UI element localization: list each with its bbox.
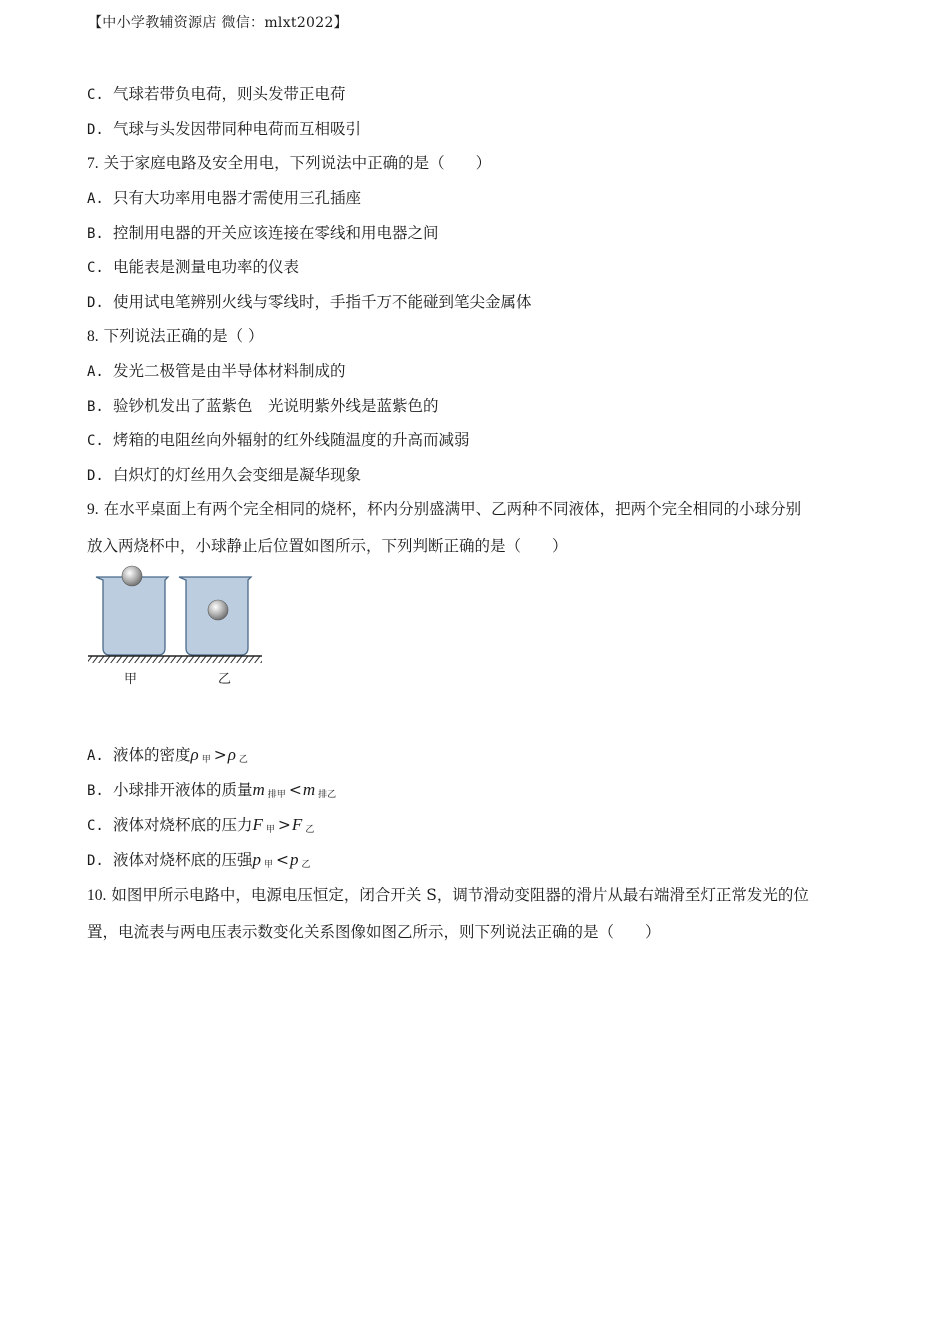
q9-option-d — [87, 848, 313, 870]
subscript: 乙 — [301, 860, 311, 870]
table-hatching — [88, 656, 262, 663]
comparison-sign: > — [213, 746, 227, 764]
comparison-sign: > — [277, 816, 291, 834]
q7-option-c — [87, 255, 299, 277]
subscript: 排乙 — [318, 790, 337, 800]
subscript: 排甲 — [267, 790, 286, 800]
subscript: 乙 — [238, 755, 248, 765]
q10-stem-line2: 置，电流表与两电压表示数变化关系图像如图乙所示，则下列说法正确的是（ ） — [87, 923, 661, 941]
option-label: D. — [87, 295, 104, 311]
option-text: 气球若带负电荷，则头发带正电荷 — [113, 85, 346, 103]
option-text: 液体的密度 — [113, 746, 191, 764]
comparison-sign: < — [288, 781, 302, 799]
option-label: A. — [87, 748, 104, 764]
option-label: D. — [87, 122, 104, 138]
subscript: 甲 — [201, 755, 211, 765]
option-label: A. — [87, 191, 104, 207]
beakers-figure — [86, 560, 266, 692]
option-label: C. — [87, 433, 104, 449]
q9-option-b — [87, 778, 338, 800]
option-text: 小球排开液体的质量 — [113, 781, 253, 799]
question-number: 9. — [87, 501, 99, 518]
question-text: 如图甲所示电路中，电源电压恒定，闭合开关 S，调节滑动变阻器的滑片从最右端滑至灯正常发光的位 — [111, 886, 809, 904]
option-label: D. — [87, 853, 104, 869]
q8-option-d — [87, 463, 361, 485]
option-label: B. — [87, 399, 104, 415]
question-number: 10. — [87, 887, 107, 904]
option-label: C. — [87, 818, 104, 834]
beaker-jia — [96, 577, 168, 655]
option-label: D. — [87, 468, 104, 484]
option-text: 烤箱的电阻丝向外辐射的红外线随温度的升高而减弱 — [113, 431, 470, 449]
symbol: m — [252, 780, 265, 799]
option-label: C. — [87, 87, 104, 103]
symbol: p — [252, 850, 262, 869]
q7-option-a — [87, 186, 361, 208]
option-text: 控制用电器的开关应该连接在零线和用电器之间 — [113, 224, 439, 242]
q9-option-a — [87, 743, 250, 765]
question-text: 在水平桌面上有两个完全相同的烧杯，杯内分别盛满甲、乙两种不同液体，把两个完全相同的小球分别 — [103, 500, 802, 518]
q6-option-d — [87, 117, 361, 139]
q9-stem-line2: 放入两烧杯中，小球静止后位置如图所示，下列判断正确的是（ ） — [87, 537, 568, 555]
q7-option-b — [87, 221, 439, 243]
option-text: 验钞机发出了蓝紫色 光说明紫外线是蓝紫色的 — [113, 397, 439, 415]
label-jia: 甲 — [124, 672, 138, 687]
question-text: 下列说法正确的是（ ） — [103, 327, 264, 345]
beakers-diagram — [86, 560, 266, 688]
symbol: ρ — [190, 745, 199, 764]
q6-option-c — [87, 82, 346, 104]
ball-yi — [208, 600, 228, 620]
option-text: 使用试电笔辨别火线与零线时，手指千万不能碰到笔尖金属体 — [113, 293, 532, 311]
symbol: m — [302, 780, 316, 799]
page-header: 【中小学教辅资源店 微信：mlxt2022】 — [88, 15, 348, 31]
symbol: ρ — [227, 745, 236, 764]
question-number: 7. — [87, 155, 99, 172]
ball-jia — [122, 566, 142, 586]
option-label: C. — [87, 260, 104, 276]
option-label: B. — [87, 226, 104, 242]
option-text: 气球与头发因带同种电荷而互相吸引 — [113, 120, 362, 138]
q9-option-c — [87, 813, 316, 835]
q8-option-c — [87, 428, 470, 450]
symbol: p — [290, 850, 299, 869]
symbol: F — [252, 815, 263, 834]
q10-stem-line1 — [87, 883, 809, 905]
option-text: 发光二极管是由半导体材料制成的 — [113, 362, 346, 380]
symbol: F — [291, 815, 303, 834]
option-label: A. — [87, 364, 104, 380]
subscript: 乙 — [305, 825, 315, 835]
option-text: 液体对烧杯底的压力 — [113, 816, 253, 834]
option-label: B. — [87, 783, 104, 799]
question-number: 8. — [87, 328, 99, 345]
q8-option-a — [87, 359, 346, 381]
option-text: 液体对烧杯底的压强 — [113, 851, 253, 869]
option-text: 只有大功率用电器才需使用三孔插座 — [113, 189, 362, 207]
question-text: 关于家庭电路及安全用电，下列说法中正确的是（ ） — [103, 154, 492, 172]
q8-option-b — [87, 394, 439, 416]
q9-stem-line1 — [87, 497, 801, 519]
q7-option-d — [87, 290, 532, 312]
comparison-sign: < — [276, 851, 290, 869]
subscript: 甲 — [264, 860, 274, 870]
subscript: 甲 — [265, 825, 275, 835]
option-text: 白炽灯的灯丝用久会变细是凝华现象 — [113, 466, 362, 484]
option-text: 电能表是测量电功率的仪表 — [113, 258, 300, 276]
q7-stem — [87, 151, 491, 173]
label-yi: 乙 — [218, 672, 232, 687]
q8-stem — [87, 324, 264, 346]
